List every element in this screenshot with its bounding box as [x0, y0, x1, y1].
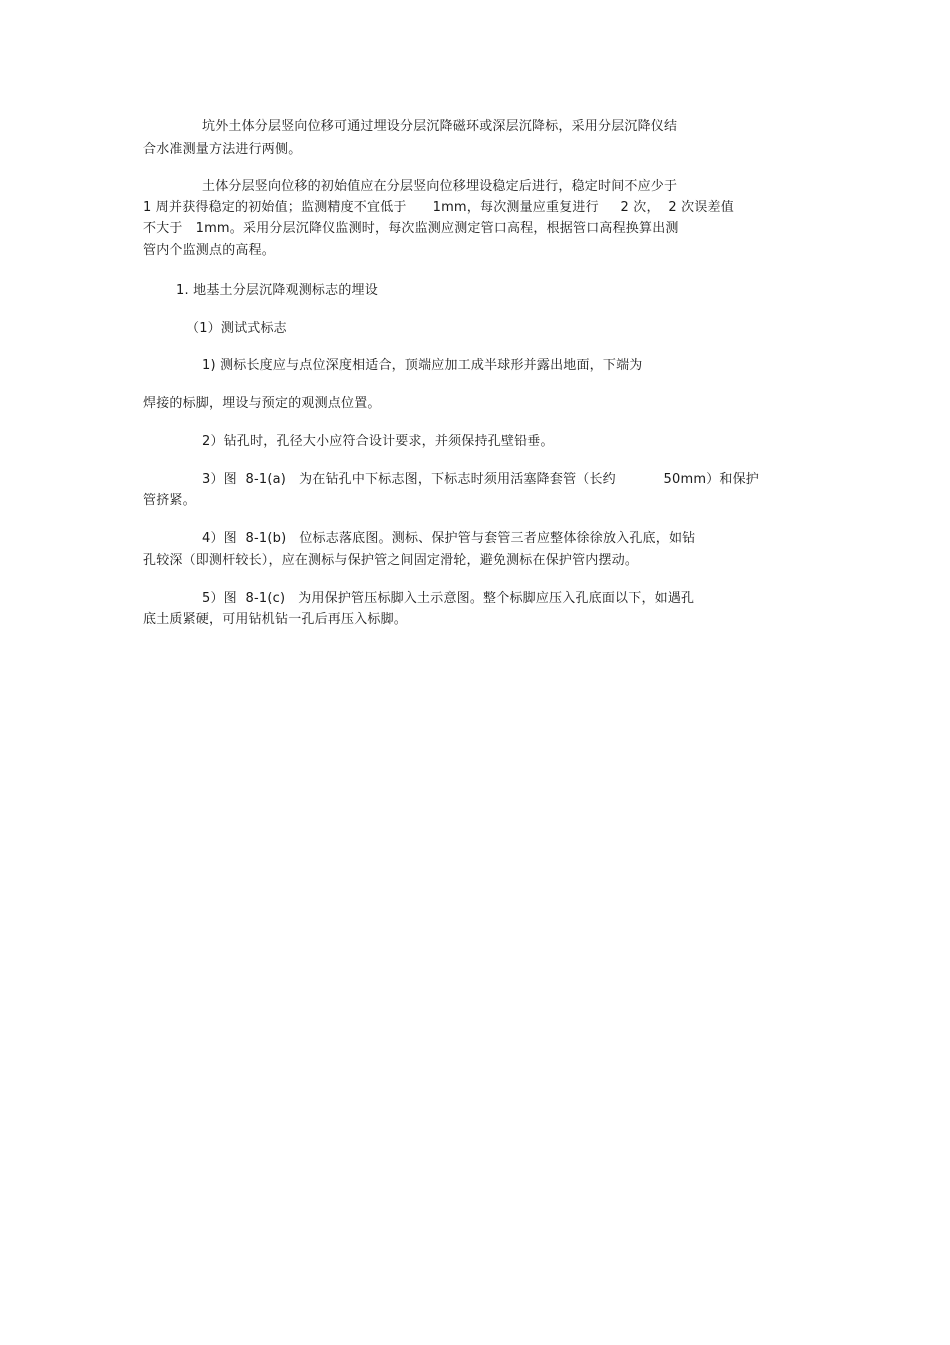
item-3-line-2: 管挤紧。	[143, 493, 196, 508]
paragraph-1-line-2: 合水准测量方法进行两侧。	[143, 142, 302, 157]
item-5-line-2: 底土质紧硬，可用钻机钻一孔后再压入标脚。	[143, 612, 408, 627]
paragraph-2-line-3: 不大于 1mm。采用分层沉降仪监测时，每次监测应测定管口高程，根据管口高程换算出测	[143, 221, 679, 236]
item-1-line-1: 1) 测标长度应与点位深度相适合，顶端应加工成半球形并露出地面，下端为	[202, 358, 643, 373]
section-heading: 1. 地基土分层沉降观测标志的埋设	[176, 283, 378, 298]
item-3-line-1: 3）图 8-1(a) 为在钻孔中下标志图，下标志时须用活塞降套管（长约 50mm）和保护	[202, 472, 760, 487]
item-1-line-2: 焊接的标脚，埋设与预定的观测点位置。	[143, 396, 381, 411]
item-2-line-1: 2）钻孔时，孔径大小应符合设计要求，并须保持孔壁铅垂。	[202, 434, 554, 449]
paragraph-1-line-1: 坑外土体分层竖向位移可通过埋设分层沉降磁环或深层沉降标，采用分层沉降仪结	[202, 119, 678, 134]
item-4-line-1: 4）图 8-1(b) 位标志落底图。测标、保护管与套管三者应整体徐徐放入孔底，如钻	[202, 531, 696, 546]
item-4-line-2: 孔较深（即测杆较长），应在测标与保护管之间固定滑轮，避免测标在保护管内摆动。	[143, 553, 639, 568]
subsection-heading: （1）测试式标志	[186, 321, 287, 336]
item-5-line-1: 5）图 8-1(c) 为用保护管压标脚入土示意图。整个标脚应压入孔底面以下，如遇孔	[202, 591, 695, 606]
paragraph-2-line-4: 管内个监测点的高程。	[143, 243, 276, 258]
paragraph-2-line-2: 1 周并获得稳定的初始值；监测精度不宜低于 1mm，每次测量应重复进行 2 次， 2 次误差值	[143, 200, 734, 215]
paragraph-2-line-1: 土体分层竖向位移的初始值应在分层竖向位移埋设稳定后进行，稳定时间不应少于	[202, 179, 678, 194]
